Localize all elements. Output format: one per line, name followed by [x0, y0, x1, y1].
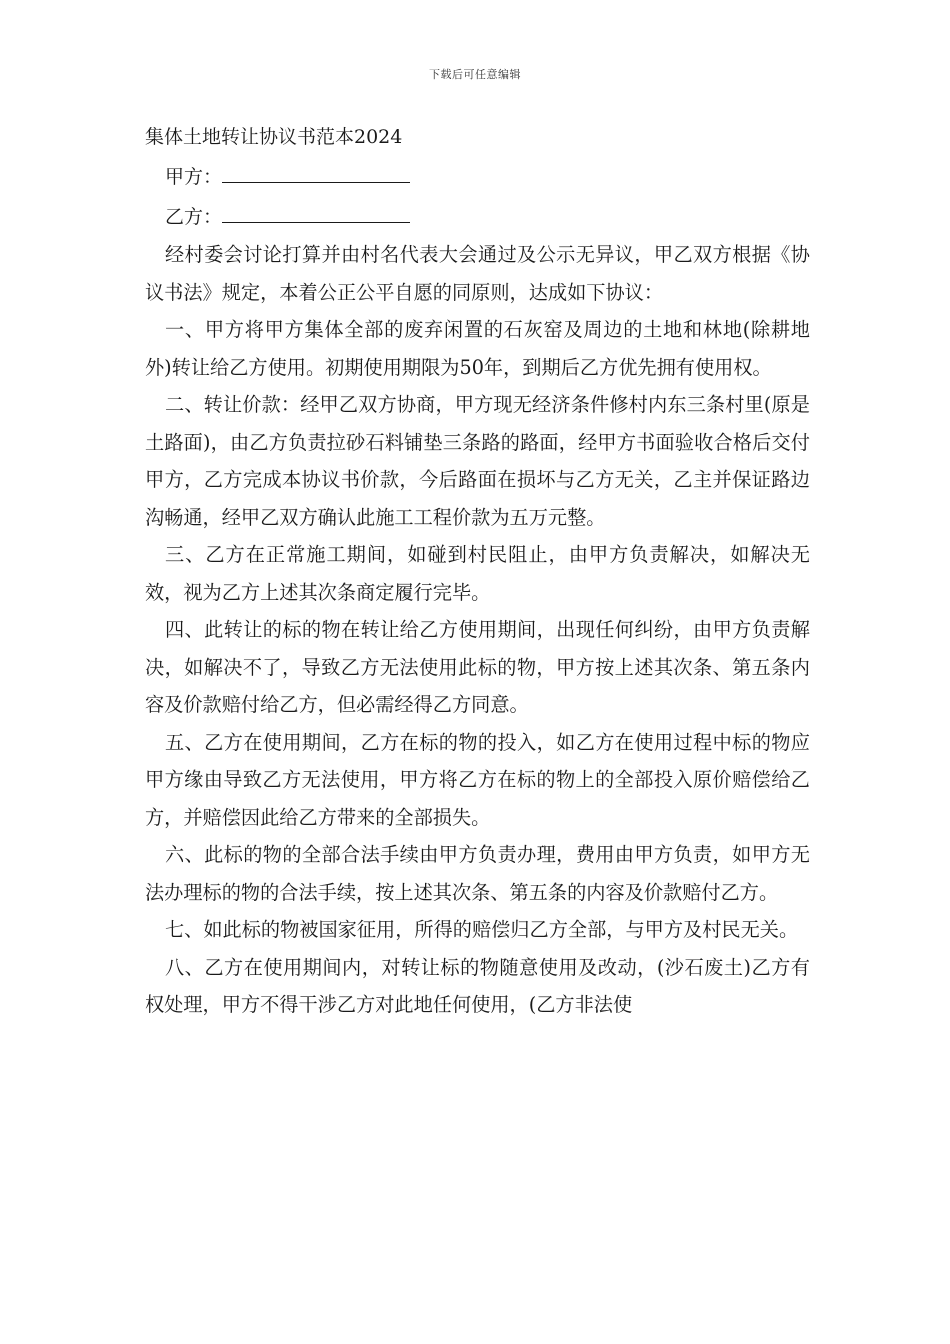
party-b-blank [222, 196, 410, 223]
party-a-label: 甲方： [165, 166, 223, 188]
document-body [145, 120, 810, 1024]
paragraph-clause-5: 五、乙方在使用期间，乙方在标的物的投入，如乙方在使用过程中标的物应甲方缘由导致乙方无法使用，甲方将乙方在标的物上的全部投入原价赔偿给乙方，并赔偿因此给乙方带来的全部损失。 [145, 730, 810, 829]
paragraph-clause-6: 六、此标的物的全部合法手续由甲方负责办理，费用由甲方负责，如甲方无法办理标的物的合法手续，按上述其次条、第五条的内容及价款赔付乙方。 [145, 843, 810, 904]
party-a-line [145, 156, 810, 196]
paragraph-intro: 经村委会讨论打算并由村名代表大会通过及公示无异议，甲乙双方根据《协议书法》规定，本着公正公平自愿的同原则，达成如下协议： [145, 243, 810, 304]
party-b-line [145, 196, 810, 236]
paragraph-clause-8: 八、乙方在使用期间内，对转让标的物随意使用及改动，(沙石废土)乙方有权处理，甲方不得干涉乙方对此地任何使用，(乙方非法使 [145, 955, 810, 1016]
paragraph-clause-7: 七、如此标的物被国家征用，所得的赔偿归乙方全部，与甲方及村民无关。 [165, 918, 799, 941]
paragraph-clause-1: 一、甲方将甲方集体全部的废弃闲置的石灰窑及周边的土地和林地(除耕地外)转让给乙方使用。初期使用期限为50年，到期后乙方优先拥有使用权。 [145, 318, 810, 379]
paragraph-clause-4: 四、此转让的标的物在转让给乙方使用期间，出现任何纠纷，由甲方负责解决，如解决不了，导致乙方无法使用此标的物，甲方按上述其次条、第五条内容及价款赔付给乙方，但必需经得乙方同意。 [145, 618, 810, 716]
page-header-note: 下载后可任意编辑 [429, 68, 521, 81]
party-a-blank [222, 156, 410, 183]
document-title: 集体土地转让协议书范本2024 [145, 126, 403, 148]
paragraph-clause-2: 二、转让价款：经甲乙双方协商，甲方现无经济条件修村内东三条村里(原是土路面)，由乙方负责拉砂石料铺垫三条路的路面，经甲方书面验收合格后交付甲方，乙方完成本协议书价款，今后路面在损坏与乙方无关，乙主并保证路边沟畅通，经甲乙双方确认此施工工程价款为五万元整。 [145, 393, 810, 529]
party-b-label: 乙方： [165, 206, 223, 228]
paragraph-clause-3: 三、乙方在正常施工期间，如碰到村民阻止，由甲方负责解决，如解决无效，视为乙方上述其次条商定履行完毕。 [145, 543, 810, 604]
